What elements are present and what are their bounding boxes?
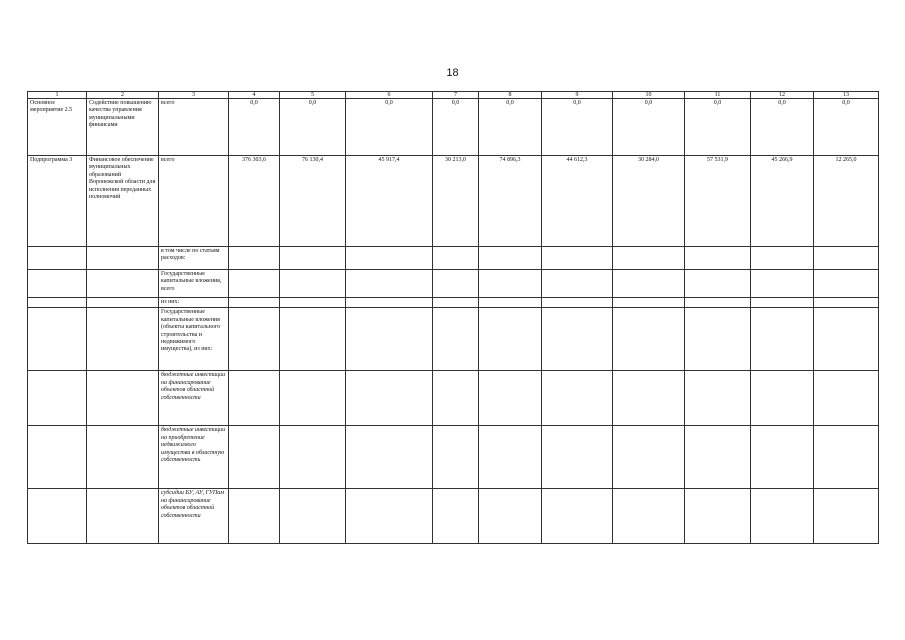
header-cell: 11 [685, 92, 751, 99]
table-row [28, 156, 879, 247]
cell-name: Финансовое обеспечение муниципальных образований Воронежской области для исполнения переданных полномочий [87, 156, 159, 247]
cell-value: 57 531,9 [685, 156, 751, 247]
table-row [28, 426, 879, 489]
cell-value: 30 284,0 [613, 156, 685, 247]
budget-table [27, 91, 879, 544]
page-number: 18 [446, 67, 459, 79]
table-row [28, 298, 879, 308]
table-row [28, 371, 879, 426]
header-cell: 7 [433, 92, 479, 99]
table-row [28, 247, 879, 270]
header-cell: 2 [87, 92, 159, 99]
cell-value: 0,0 [229, 99, 280, 156]
cell-expense-item: бюджетные инвестиции на финансирование объектов областной собственности [159, 371, 229, 426]
cell-expense-item: в том числе по статьям расходов: [159, 247, 229, 270]
cell-value: 44 612,3 [542, 156, 613, 247]
cell-value: 0,0 [479, 99, 542, 156]
header-cell: 1 [28, 92, 87, 99]
header-cell: 3 [159, 92, 229, 99]
cell-expense-item: Государственные капитальные вложения, всего [159, 270, 229, 298]
cell-value: 0,0 [280, 99, 346, 156]
cell-source: всего [159, 156, 229, 247]
cell-value: 376 303,6 [229, 156, 280, 247]
cell-value: 0,0 [685, 99, 751, 156]
cell-value: 12 265,0 [814, 156, 879, 247]
header-cell: 12 [751, 92, 814, 99]
table-row [28, 308, 879, 371]
cell-value: 30 213,0 [433, 156, 479, 247]
table-row [28, 489, 879, 544]
cell-value: 0,0 [613, 99, 685, 156]
cell-expense-item: из них: [159, 298, 229, 308]
cell-value: 0,0 [346, 99, 433, 156]
header-cell: 13 [814, 92, 879, 99]
cell-expense-item: бюджетные инвестиции на приобретение недвижимого имущества в областную собственность [159, 426, 229, 489]
cell-expense-item: субсидии БУ, АУ, ГУПам на финансирование объектов областной собственности [159, 489, 229, 544]
cell-source: всего [159, 99, 229, 156]
cell-expense-item: Государственные капитальные вложения (объекты капитального строительства и недвижимого имущества), из них: [159, 308, 229, 371]
cell-value: 76 130,4 [280, 156, 346, 247]
header-cell: 4 [229, 92, 280, 99]
cell-value: 0,0 [542, 99, 613, 156]
header-cell: 8 [479, 92, 542, 99]
cell-status: Основное мероприятие 2.5 [28, 99, 87, 156]
cell-value: 0,0 [751, 99, 814, 156]
header-cell: 9 [542, 92, 613, 99]
cell-value: 45 266,9 [751, 156, 814, 247]
cell-value: 0,0 [433, 99, 479, 156]
table-row [28, 270, 879, 298]
table-row [28, 99, 879, 156]
header-cell: 10 [613, 92, 685, 99]
header-cell: 6 [346, 92, 433, 99]
cell-name: Содействие повышению качества управления муниципальными финансами [87, 99, 159, 156]
cell-status: Подпрограмма 3 [28, 156, 87, 247]
table-header-row [28, 92, 879, 99]
cell-value: 45 917,4 [346, 156, 433, 247]
cell-value: 0,0 [814, 99, 879, 156]
header-cell: 5 [280, 92, 346, 99]
cell-value: 74 896,3 [479, 156, 542, 247]
